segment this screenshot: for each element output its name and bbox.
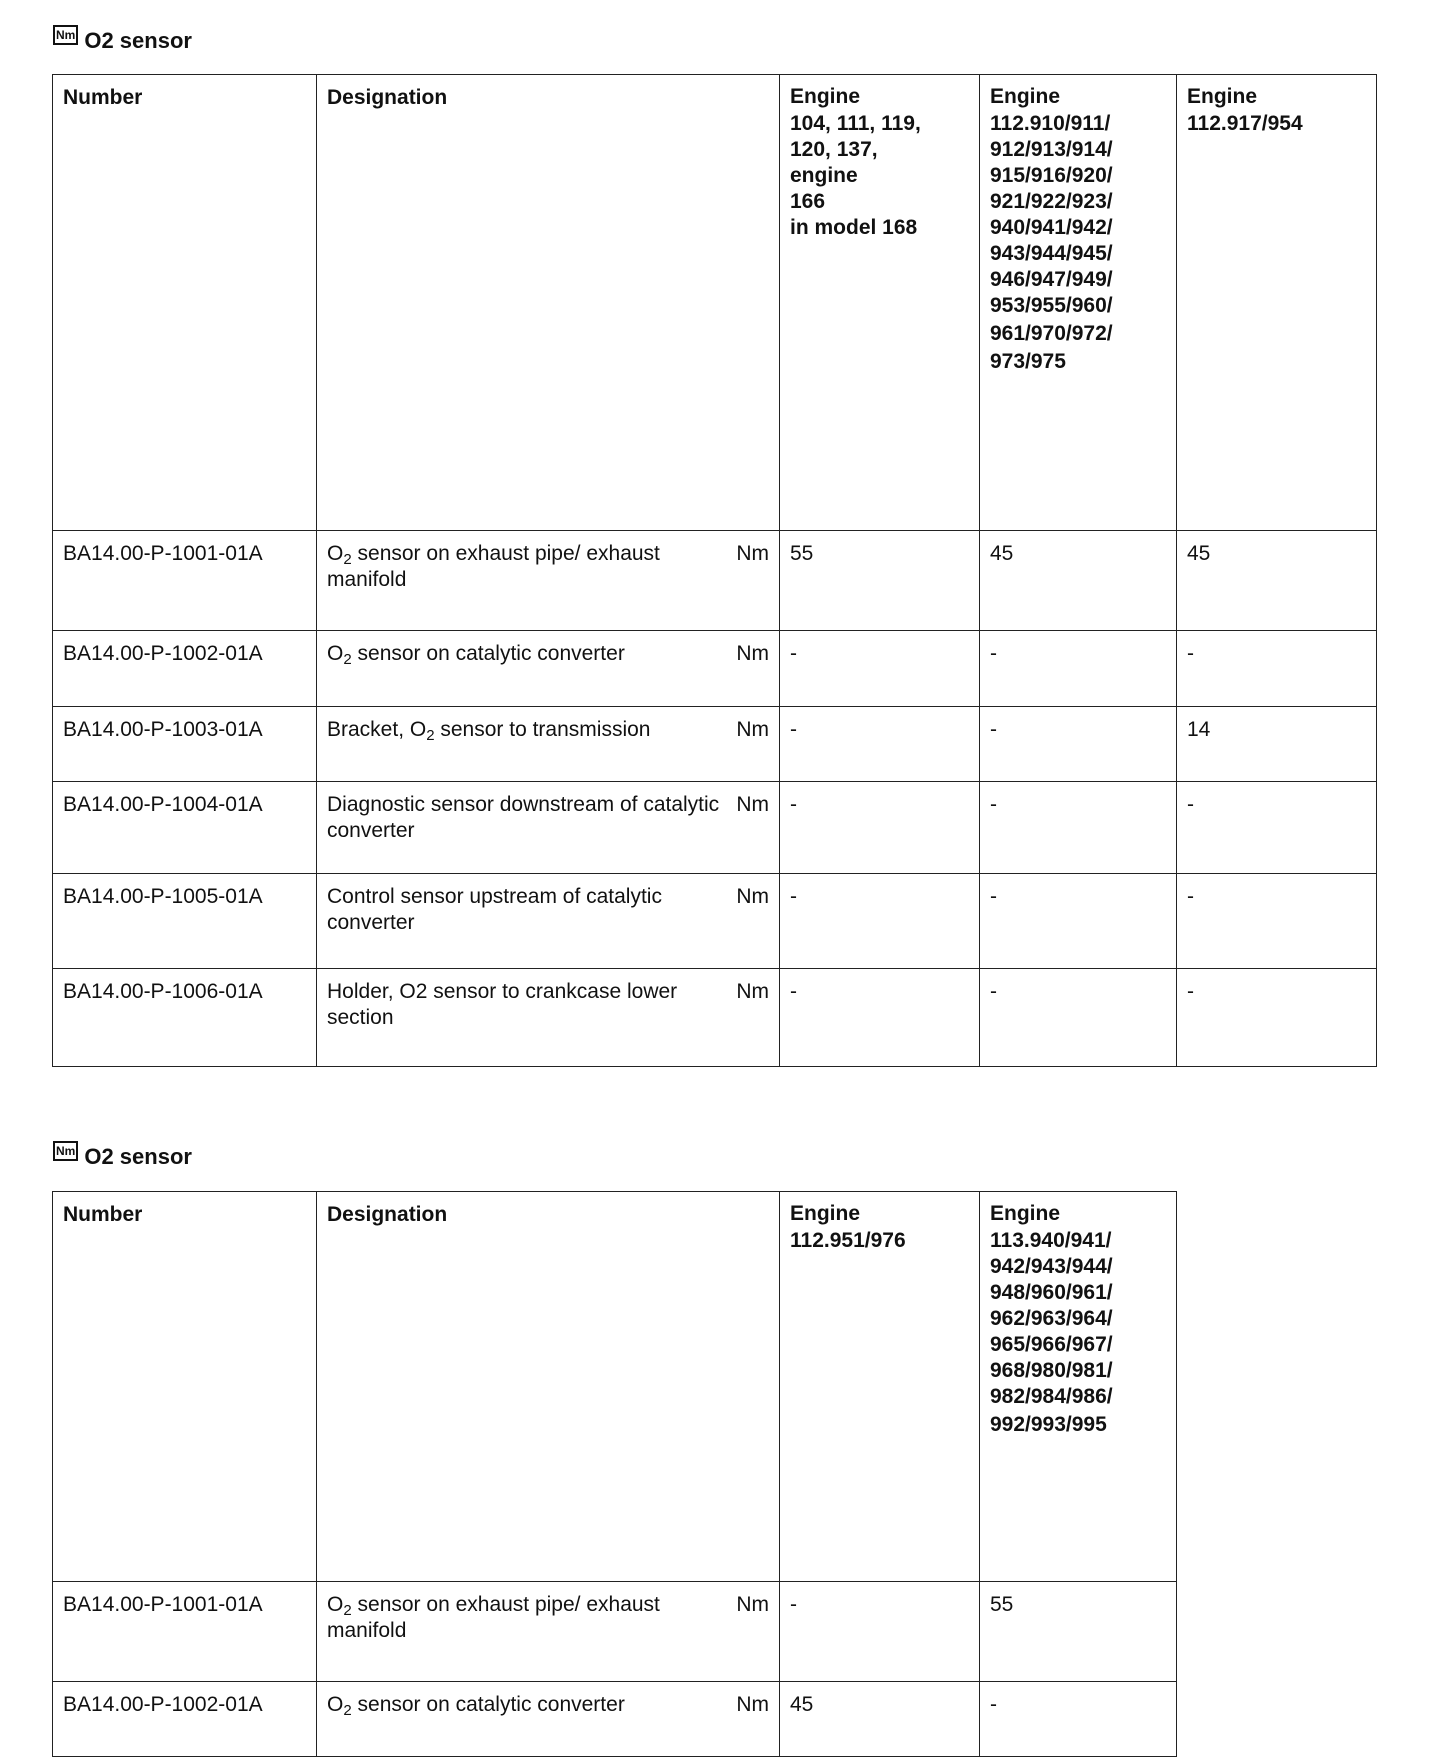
row-value: 14: [1177, 707, 1377, 782]
row-number: BA14.00-P-1004-01A: [53, 782, 317, 874]
nm-torque-icon: Nm: [53, 1141, 78, 1161]
row-designation: Holder, O2 sensor to crankcase lower section Nm: [317, 969, 780, 1067]
header-number: Number: [53, 75, 317, 531]
row-value: 55: [780, 531, 980, 631]
row-value: -: [980, 1682, 1177, 1757]
row-number: BA14.00-P-1005-01A: [53, 874, 317, 969]
section-title-text: O2 sensor: [84, 28, 192, 53]
row-value: -: [1177, 782, 1377, 874]
table-header-row: [53, 1192, 1177, 1582]
table-row: [53, 874, 1377, 969]
nm-torque-icon: Nm: [53, 25, 78, 45]
row-designation: $O_2$ sensor on catalytic converter Nm: [317, 1682, 780, 1757]
row-value: -: [1177, 631, 1377, 707]
row-number: BA14.00-P-1003-01A: [53, 707, 317, 782]
unit-label: Nm: [736, 542, 769, 565]
torque-table-1: [52, 74, 1377, 1067]
header-number: Number: [53, 1192, 317, 1582]
header-engine: Engine 104, 111, 119, 120, 137, engine 166 in model 168: [780, 75, 980, 531]
unit-label: Nm: [736, 885, 769, 908]
header-engine: Engine 112.910/911/ 912/913/914/ 915/916/920/ 921/922/923/ 940/941/942/ 943/944/945/ 946/947/949/ 953/955/960/ 961/970/972/ 973/975: [980, 75, 1177, 531]
table-row: [53, 631, 1377, 707]
unit-label: Nm: [736, 718, 769, 741]
row-number: BA14.00-P-1006-01A: [53, 969, 317, 1067]
row-number: BA14.00-P-1001-01A: [53, 531, 317, 631]
row-value: 45: [780, 1682, 980, 1757]
row-value: -: [980, 631, 1177, 707]
row-value: -: [980, 782, 1177, 874]
header-designation: Designation: [317, 75, 780, 531]
row-value: 55: [980, 1582, 1177, 1682]
row-value: -: [780, 631, 980, 707]
section-1-title: [53, 26, 192, 56]
row-designation: Diagnostic sensor downstream of catalytic converter Nm: [317, 782, 780, 874]
header-engine: Engine 113.940/941/ 942/943/944/ 948/960/961/ 962/963/964/ 965/966/967/ 968/980/981/ 982/984/986/ 992/993/995: [980, 1192, 1177, 1582]
torque-table-2: [52, 1191, 1177, 1757]
row-number: BA14.00-P-1002-01A: [53, 631, 317, 707]
header-engine: Engine 112.951/976: [780, 1192, 980, 1582]
unit-label: Nm: [736, 1693, 769, 1716]
table-row: [53, 531, 1377, 631]
unit-label: Nm: [736, 1593, 769, 1616]
section-2-title: [53, 1142, 192, 1172]
row-value: -: [980, 874, 1177, 969]
row-number: BA14.00-P-1002-01A: [53, 1682, 317, 1757]
row-value: -: [1177, 969, 1377, 1067]
row-value: -: [780, 969, 980, 1067]
unit-label: Nm: [736, 980, 769, 1003]
row-designation: $O_2$ sensor on exhaust pipe/ exhaust manifold Nm: [317, 1582, 780, 1682]
unit-label: Nm: [736, 642, 769, 665]
row-designation: Bracket, $O_2$ sensor to transmission Nm: [317, 707, 780, 782]
unit-label: Nm: [736, 793, 769, 816]
table-row: [53, 707, 1377, 782]
row-designation: $O_2$ sensor on catalytic converter Nm: [317, 631, 780, 707]
row-value: 45: [980, 531, 1177, 631]
section-title-text: O2 sensor: [84, 1144, 192, 1169]
row-designation: $O_2$ sensor on exhaust pipe/ exhaust manifold Nm: [317, 531, 780, 631]
table-row: [53, 782, 1377, 874]
row-number: BA14.00-P-1001-01A: [53, 1582, 317, 1682]
row-designation: Control sensor upstream of catalytic converter Nm: [317, 874, 780, 969]
row-value: -: [980, 969, 1177, 1067]
header-engine: Engine 112.917/954: [1177, 75, 1377, 531]
row-value: -: [780, 707, 980, 782]
header-designation: Designation: [317, 1192, 780, 1582]
table-header-row: [53, 75, 1377, 531]
row-value: -: [780, 782, 980, 874]
table-row: [53, 1682, 1177, 1757]
row-value: -: [1177, 874, 1377, 969]
row-value: -: [780, 1582, 980, 1682]
table-row: [53, 1582, 1177, 1682]
row-value: 45: [1177, 531, 1377, 631]
row-value: -: [780, 874, 980, 969]
row-value: -: [980, 707, 1177, 782]
table-row: [53, 969, 1377, 1067]
